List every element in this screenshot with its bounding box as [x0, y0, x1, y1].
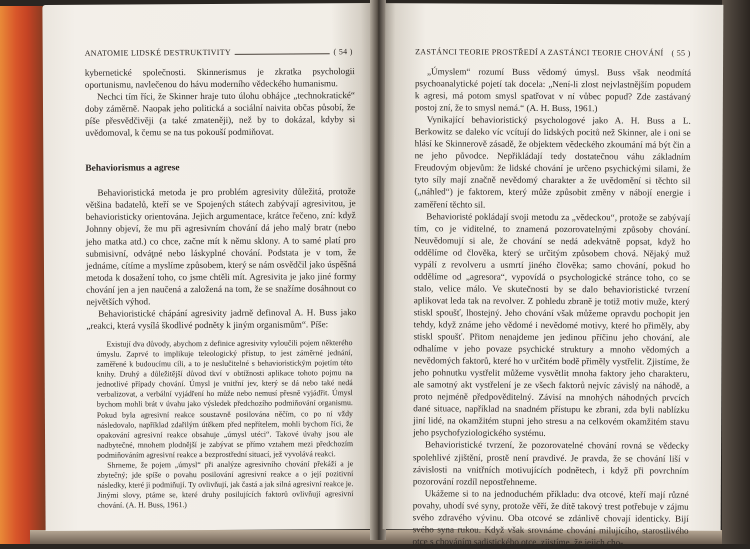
running-header-right: [415, 47, 687, 57]
paragraph: Behavioristické tvrzení, že pozorovatelné chování rovná se vědecky spolehlivé zjištění, prostě není pravdivé. Je pravda, že se chování liší v závislosti na vnitřních motivujících podnětech, i když při povrchním pozorování rozdíl nepostřehneme.: [413, 439, 689, 489]
right-page: [383, 3, 724, 531]
block-quote: [96, 338, 353, 511]
paragraph: Ukážeme si to na jednoduchém příkladu: dva otcové, kteří mají různé povahy, uhodí své syny, protože věří, že dítě takový trest potřebuje v zájmu svého zdravého vývinu. Oba otcové se zdánlivě chovají identicky. Bijí svého syna rukou. Když však srovnáme chování milujícího, starostlivého otce s chováním sadistického otce, zjistíme, že jejich cho-: [413, 487, 689, 549]
section-heading: Behaviorismus a agrese: [85, 161, 355, 175]
paragraph: Behavioristé pokládají svoji metodu za „vědeckou“, protože se zabývají tím, co je viditelné, to znamená pozorovatelnými způsoby chování. Neuvědomují si ale, že chování se nedá adekvátně popsat, když ho oddělíme od člověka, který se určitým způsobem chová. Nějaký muž vypálí z revolveru a usmrtí jiného člověka; samo chování, pokud ho oddělíme od „agresora“, vypovídá o psychologické stránce toho, co se stalo, velice málo. Ve skutečnosti by se dalo behavioristické tvrzení aplikovat leda tak na revolver. Z pohledu zbraně je totiž motiv muže, který stiskl spoušť, lhostejný. Jeho chování však můžeme opravdu pochopit jen tehdy, když známe jeho vědomé i nevědomé motivy, které ho přiměly, aby stiskl spoušť. Přitom nenajdeme jen jedinou příčinu jeho chování, ale odhalíme v jeho povaze psychické struktury a mnoho vědomých a nevědomých faktorů, které ho v určitém bodě přiměly vystřelit. Zjistíme, že jeho pohnutku vystřelit můžeme vysvětlit mnoha faktory jeho charakteru, ale samotný akt vystřelení je ze všech faktorů nejvíc závislý na náhodě, a proto nejméně předpověditelný. Závisí na mnohých náhodných prvcích dané situace, například na snadném přístupu ke zbrani, zda byli nablízku jiní lidé, na okamžitém stupni jeho stresu a na celkovém okamžitém stavu jeho psychofyziologického systému.: [413, 210, 690, 440]
running-header-left: [85, 47, 353, 58]
book-cover-edge: [0, 6, 46, 544]
paragraph: Vynikající behavioristický psychologové jako A. H. Buss a L. Berkowitz se daleko víc vcítují do lidských pocitů než Skinner, ale i oni se hlásí ke Skinnerově zásadě, že objektem vědeckého zkoumání má být čin a ne jeho původce. Nepřikládají tedy dostatečnou váhu základním Freudovým objevům: že lidské chování je určeno psychickými silami, že tyto síly mají značně nevědomý charakter a že uvědomění si těchto sil („náhled“) je faktorem, který může způsobit změny v nábojí energie i zaměření těchto sil.: [414, 113, 691, 211]
page-number: ( 55 ): [671, 49, 690, 58]
paragraph: Nechci tím říci, že Skinner hraje tuto úlohu obhájce „technokratické“ doby záměrně. Naopak jeho politická a sociální naivita občas působí, že píše přesvědčivěji (a také zmateněji), než by to dokázal, kdyby si uvědomoval, k čemu se na tus pokouší podmiňovat.: [85, 89, 355, 139]
background-right: [722, 0, 750, 544]
left-page-text: [85, 65, 358, 511]
header-title: ANATOMIE LIDSKÉ DESTRUKTIVITY: [85, 48, 231, 58]
header-title: ZASTÁNCI TEORIE PROSTŘEDÍ A ZASTÁNCI TEORIE CHOVÁNÍ: [415, 47, 663, 57]
page-number: ( 54 ): [334, 47, 353, 56]
paragraph: kybernetické společnosti. Skinnerismus je zkratka psychologii oportunismu, navlečenou do hávu moderního vědeckého humanismu.: [85, 65, 355, 91]
right-page-text: [413, 65, 692, 548]
header-rule: [235, 53, 330, 55]
quote-paragraph: Shrneme, že pojem „úmysl“ při analýze agresivního chování překáží a je zbytečný; jde spíše o povahu posilování agresivní reakce a o její pozitivní následky, které ji podmiňují. Ty ovlivňují, jak častá a jak silná agresivní reakce je. Jinými slovy, ptáme se, které druhy posilujících faktorů ovlivňují agresivní chování. (A. H. Buss, 1961.): [97, 459, 353, 511]
paragraph: Behavioristické chápání agresivity jadrně definoval A. H. Buss jako „reakci, která vysílá škodlivé podněty k jiným organismům“. Píše:: [86, 306, 356, 332]
paragraph: „Úmyslem“ rozumí Buss vědomý úmysl. Buss však neodmítá psychoanalytické pojetí tak docela: „Není-li zlost nejvlastnějším popudem k agresi, má potom smysl spatřovat v ní vůbec popud? Zde zastávaný postoj zní, že to smysl nemá.“ (A. H. Buss, 1961.): [415, 65, 691, 115]
quote-paragraph: Existují dva důvody, abychom z definice agresivity vyloučili pojem některého úmyslu. Zaprvé to implikuje teleologický přístup, to jest záměrné jednání, zaměřené k budoucímu cíli, a to je neslučitelné s behavioristickým pojetím této knihy. Druhý a důležitější důvod tkví v obtížnosti aplikace tohoto pojmu na jednotlivé případy chování. Úmysl je vnitřní jev, který se dá nebo také nedá verbalizovat, a verbální vyjádření ho může nebo nemusí přesně vyjádřit. Úmysl bychom mohli brát v úvahu jako výsledek předchozího podmiňování organismu. Pokud byla agresivní reakce soustavně posilována něčím, co po ní vždy následovalo, například zdařilým útěkem před nepřítelem, mohli bychom říci, že opakování agresivní reakce obsahuje „úmysl utéci“. Takové úvahy jsou ale nadbytečné, mnohem plodnější je zabývat se přímo vztahem mezi předchozím podmiňováním agresivní reakce a bezprostřední situací, jež vyvolává reakci.: [96, 338, 353, 461]
left-page: [42, 3, 373, 531]
paragraph: Behavioristická metoda je pro problém agresivity důležitá, protože většina badatelů, kteří se ve Spojených státech zabývají agresivitou, je behavioristicky orientována. Jejich argumentace, krátce řečeno, zní: když Johnny objeví, že mu při agresivním chování dá jeho malý bratr (nebo jeho matka atd.) co chce, začne mít k němu sklony. A to samé platí pro submisivní, odváţné nebo láskyplné chování. Podstata je v tom, že jednáme, cítíme a myslíme způsobem, který se nám osvědčil jako úspěšná metoda k dosažení toho, co jsme chtěli mít. Agresivita je jako jiné formy chování jen a jen naučená a založená na tom, že se snažíme dosáhnout co největších výhod.: [86, 185, 357, 307]
